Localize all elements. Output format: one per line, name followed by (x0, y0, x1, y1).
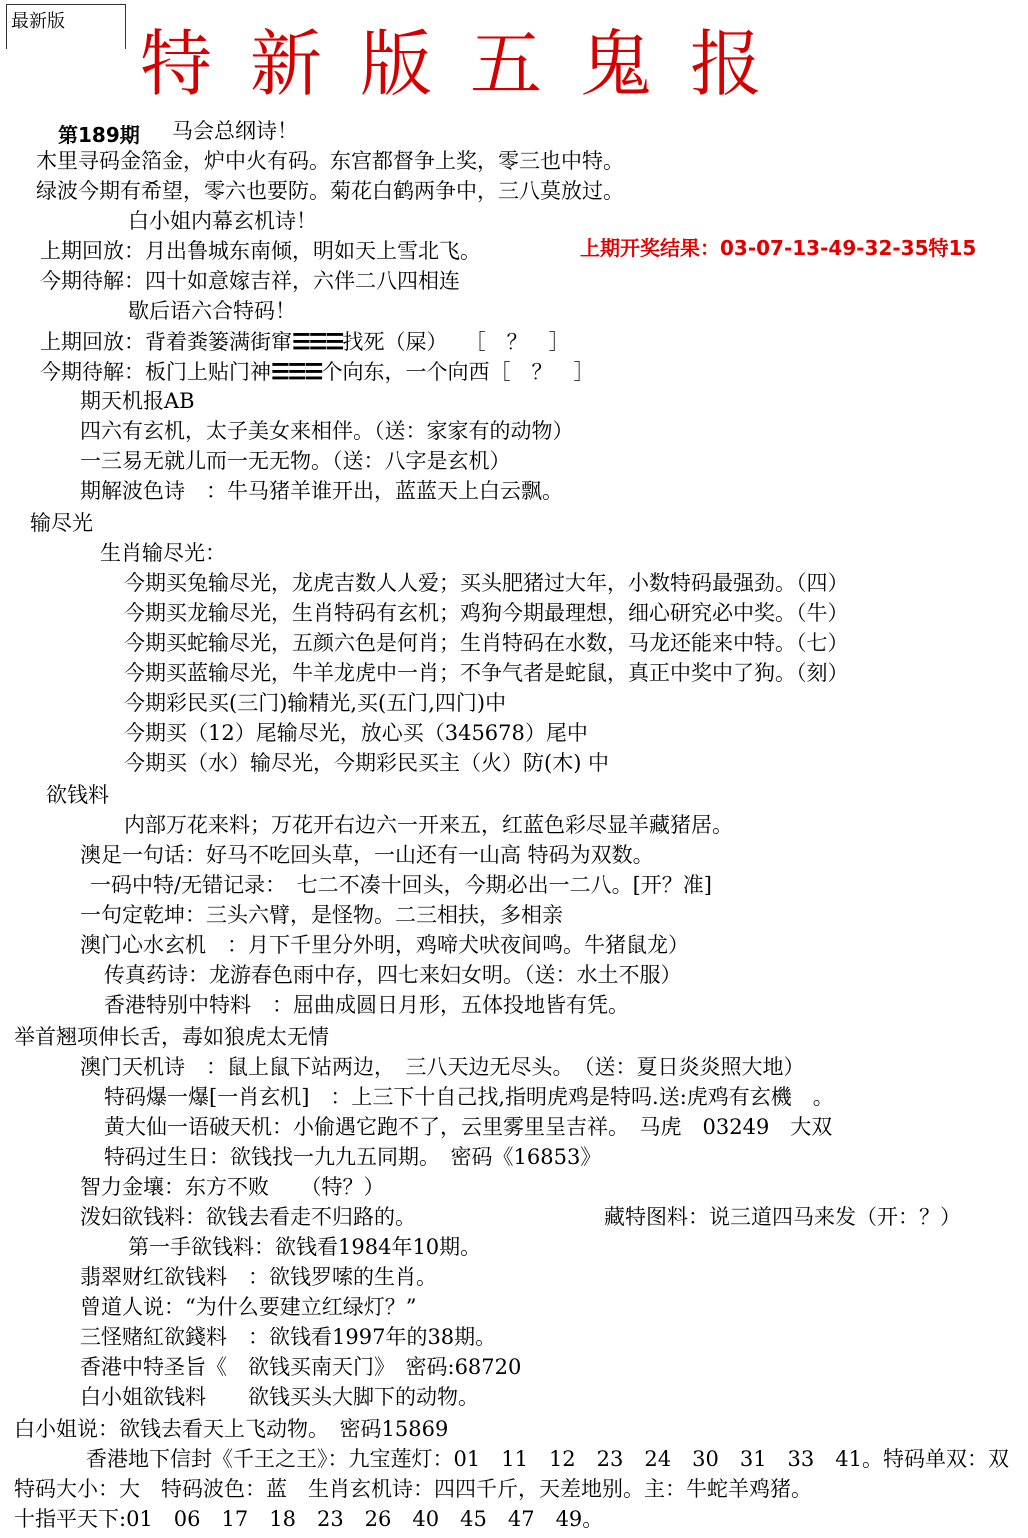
page-title: 特新版五鬼报 (140, 22, 801, 106)
text-line: 今期买兔输尽光，龙虎吉数人人爱；买头肥猪过大年，小数特码最强劲。（四） (124, 571, 849, 595)
section-heading: 欲钱料 (46, 783, 109, 807)
text-line: 今期买蓝输尽光，牛羊龙虎中一肖；不争气者是蛇鼠，真正中奖中了狗。（刻） (124, 661, 849, 685)
text-line: 今期买蛇输尽光，五颜六色是何肖；生肖特码在水数，马龙还能来中特。（七） (124, 631, 849, 655)
text-line: 今期买（12）尾输尽光，放心买（345678）尾中 (124, 721, 588, 745)
text-line: 一三易无就儿而一无无物。（送：八字是玄机） (80, 449, 511, 473)
text-line: 特码爆一爆[一肖玄机] ：上三下十自己找,指明虎鸡是特吗.送:虎鸡有玄機 。 (104, 1085, 834, 1109)
text-line: 香港特别中特料 ：屈曲成圆日月形，五体投地皆有凭。 (104, 993, 629, 1017)
text-line: 今期彩民买(三门)输精光,买(五门,四门)中 (124, 691, 507, 715)
text-line: 今期待解：四十如意嫁吉祥，六伴二八四相连 (40, 269, 460, 293)
text-line: 特码大小：大 特码波色：蓝 生肖玄机诗：四四千斤，天差地别。主：牛蛇羊鸡猪。 (14, 1477, 812, 1501)
section-heading: 歇后语六合特码！ (128, 299, 296, 323)
text-line: 四六有玄机，太子美女来相伴。（送：家家有的动物） (80, 419, 574, 443)
text-line: 澳足一句话：好马不吃回头草，一山还有一山高 特码为双数。 (80, 843, 654, 867)
text-line: 泼妇欲钱料：欲钱去看走不归路的。 (80, 1205, 416, 1229)
section-heading: 生肖输尽光： (100, 541, 226, 565)
text-line: 白小姐说：欲钱去看天上飞动物。 密码15869 (14, 1417, 449, 1441)
text-line: 曾道人说：“为什么要建立红绿灯？” (80, 1295, 417, 1319)
text-line: 今期买（水）输尽光，今期彩民买主（火）防(木) 中 (124, 751, 610, 775)
text-line: 期解波色诗 ：牛马猪羊谁开出，蓝蓝天上白云飘。 (80, 479, 563, 503)
edition-box (6, 4, 126, 49)
text-line: 澳门天机诗 ：鼠上鼠下站两边， 三八天边无尽头。 （送：夏日炎炎照大地） (80, 1055, 805, 1079)
text-line: 白小姐欲钱料 欲钱买头大脚下的动物。 (80, 1385, 479, 1409)
text-line: 十指平天下:01 06 17 18 23 26 40 45 47 49。 (14, 1507, 604, 1531)
text-line: 一码中特/无错记录： 七二不凑十回头，今期必出一二八。[开？准] (90, 873, 712, 897)
text-line: 翡翠财红欲钱料 ：欲钱罗嗦的生肖。 (80, 1265, 437, 1289)
edition-label: 最新版 (11, 11, 65, 32)
text-line: 上期回放：月出鲁城东南倾，明如天上雪北飞。 (40, 239, 481, 263)
text-line: 木里寻码金箔金，炉中火有码。东宫都督争上奖，零三也中特。 (36, 149, 624, 173)
section-heading: 白小姐内幕玄机诗！ (128, 209, 317, 233)
poem-heading: 马会总纲诗！ (172, 119, 298, 143)
text-line: 香港中特圣旨《 欲钱买南天门》 密码:68720 (80, 1355, 522, 1379)
text-line: 今期买龙输尽光，生肖特码有玄机；鸡狗今期最理想，细心研究必中奖。（牛） (124, 601, 849, 625)
text-line: 三怪赌紅欲錢料 ：欲钱看1997年的38期。 (80, 1325, 497, 1349)
text-line: 传真药诗：龙游春色雨中存，四七来妇女明。（送：水土不服） (104, 963, 682, 987)
text-line: 举首翘项伸长舌，毒如狼虎太无情 (14, 1025, 329, 1049)
text-line: 智力金壤：东方不败 （特？） (80, 1175, 385, 1199)
text-line: 藏特图料：说三道四马来发（开：？） (604, 1205, 961, 1229)
text-line: 期天机报AB (80, 389, 195, 413)
last-draw-result: 上期开奖结果：03-07-13-49-32-35特15 (580, 236, 977, 260)
text-line: 第一手欲钱料：欲钱看1984年10期。 (128, 1235, 482, 1259)
text-line: 绿波今期有希望，零六也要防。菊花白鹤两争中，三八莫放过。 (36, 179, 624, 203)
text-line: 黄大仙一语破天机：小偷遇它跑不了，云里雾里呈吉祥。 马虎 03249 大双 (104, 1115, 833, 1139)
text-line: 内部万花来料；万花开右边六一开来五，红蓝色彩尽显羊藏猪居。 (124, 813, 733, 837)
redacted-bars: ☰☰☰ (292, 329, 343, 354)
text-line: 特码过生日：欲钱找一九九五同期。 密码《16853》 (104, 1145, 602, 1169)
text-line: 香港地下信封《千王之王》：九宝莲灯：01 11 12 23 24 30 31 33 41。特码单双：双 (86, 1447, 1009, 1471)
text-line: 澳门心水玄机 ：月下千里分外明，鸡啼犬吠夜间鸣。牛猪鼠龙） (80, 933, 689, 957)
text-line: 一句定乾坤：三头六臂，是怪物。二三相扶，多相亲 (80, 903, 563, 927)
text-line: 上期回放：背着粪篓满街窜☰☰☰找死（屎） ［ ？ ］ (40, 329, 570, 354)
redacted-bars: ☰☰☰ (271, 359, 322, 384)
text-line: 今期待解：板门上贴门神☰☰☰个向东，一个向西［ ？ ］ (40, 359, 595, 384)
issue-number: 第189期 (58, 123, 140, 147)
section-heading: 输尽光 (30, 511, 93, 535)
